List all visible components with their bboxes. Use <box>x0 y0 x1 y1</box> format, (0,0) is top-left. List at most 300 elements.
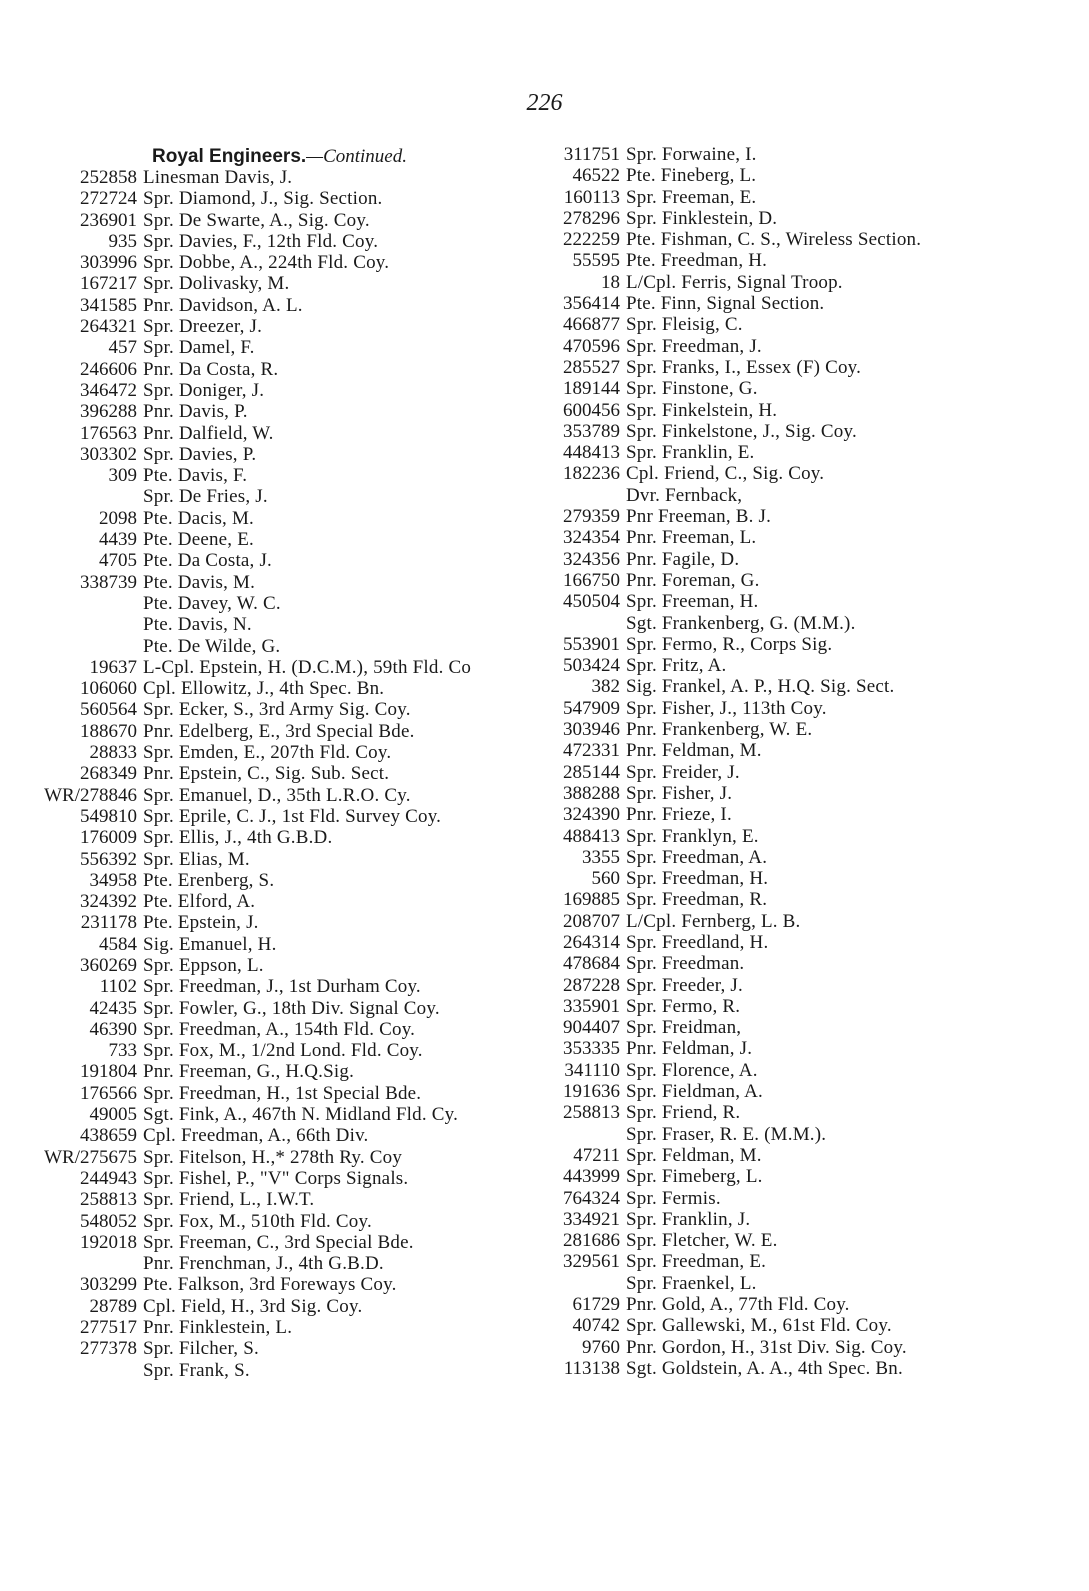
entry-text: Spr. Freedman, J. <box>626 335 762 357</box>
entry-text: Spr. Finkelstein, H. <box>626 399 778 421</box>
roll-entry <box>30 550 550 571</box>
service-number: 388288 <box>563 782 620 804</box>
roll-entry <box>30 273 550 294</box>
entry-text: Spr. Diamond, J., Sig. Section. <box>143 188 383 210</box>
roll-entry <box>30 1232 550 1253</box>
service-number: 258813 <box>80 1189 137 1211</box>
service-number: 191636 <box>563 1081 620 1103</box>
roll-entry <box>30 912 550 933</box>
roll-entry <box>522 378 1067 399</box>
entry-text: Pnr. Foreman, G. <box>626 569 760 591</box>
service-number: 466877 <box>563 314 620 336</box>
roll-entry <box>522 1294 1067 1315</box>
entry-text: Spr. Freedman, H., 1st Special Bde. <box>143 1082 422 1104</box>
service-number: 49005 <box>89 1104 137 1126</box>
roll-entry <box>522 975 1067 996</box>
entry-text: Spr. Dolivasky, M. <box>143 273 290 295</box>
roll-entry <box>30 1317 550 1338</box>
entry-text: Spr. Fox, M., 1/2nd Lond. Fld. Coy. <box>143 1040 423 1062</box>
entry-text: Spr. Davies, F., 12th Fld. Coy. <box>143 230 379 252</box>
entry-text: Pnr. Fagile, D. <box>626 548 740 570</box>
roll-entry <box>522 613 1067 634</box>
entry-text: Spr. Damel, F. <box>143 337 255 359</box>
roll-entry <box>522 506 1067 527</box>
entry-text: Spr. Franklin, E. <box>626 442 755 464</box>
entry-text: Spr. Dobbe, A., 224th Fld. Coy. <box>143 252 390 274</box>
roll-entry <box>30 1360 550 1381</box>
roll-entry <box>522 527 1067 548</box>
service-number: 346472 <box>80 379 137 401</box>
entry-text: Pte. De Wilde, G. <box>143 635 281 657</box>
entry-text: Spr. Finklestein, D. <box>626 207 778 229</box>
roll-entry <box>30 976 550 997</box>
roll-entry <box>30 465 550 486</box>
entry-text: Spr. Fleisig, C. <box>626 314 743 336</box>
roll-entry <box>30 699 550 720</box>
entry-text: Spr. Florence, A. <box>626 1059 758 1081</box>
service-number: 335901 <box>563 995 620 1017</box>
roll-entry <box>522 762 1067 783</box>
roll-entry <box>30 529 550 550</box>
roll-entry <box>30 295 550 316</box>
roll-entry <box>30 1274 550 1295</box>
roll-entry <box>522 1145 1067 1166</box>
service-number: 329561 <box>563 1251 620 1273</box>
service-number: 4705 <box>99 550 137 572</box>
service-number: 311751 <box>563 144 620 165</box>
roll-entry <box>522 144 1067 165</box>
service-number: 222259 <box>563 229 620 251</box>
entry-text: Spr. Freidman, <box>626 1017 742 1039</box>
service-number: 160113 <box>563 186 620 208</box>
entry-text: Spr. Friend, L., I.W.T. <box>143 1189 315 1211</box>
entry-text: Pte. Davis, N. <box>143 614 252 636</box>
service-number: 324392 <box>80 891 137 913</box>
entry-text: Pnr. Gold, A., 77th Fld. Coy. <box>626 1294 850 1316</box>
entry-text: Spr. Freeman, C., 3rd Special Bde. <box>143 1231 414 1253</box>
roll-entry <box>30 380 550 401</box>
roll-entry <box>522 463 1067 484</box>
entry-text: Spr. De Swarte, A., Sig. Coy. <box>143 209 370 231</box>
entry-text: Spr. Finkelstone, J., Sig. Coy. <box>626 420 857 442</box>
roll-entry <box>30 742 550 763</box>
service-number: 309 <box>108 465 137 487</box>
entry-text: Spr. Fisher, J. <box>626 782 733 804</box>
service-number: 55595 <box>572 250 620 272</box>
entry-text: L/Cpl. Fernberg, L. B. <box>626 910 801 932</box>
right-column <box>522 144 1067 1379</box>
roll-entry <box>522 1273 1067 1294</box>
service-number: 169885 <box>563 889 620 911</box>
roll-entry <box>522 1124 1067 1145</box>
roll-entry <box>30 614 550 635</box>
service-number: 191804 <box>80 1061 137 1083</box>
entry-text: Pte. Davis, F. <box>143 465 248 487</box>
service-number: 443999 <box>563 1166 620 1188</box>
service-number: 338739 <box>80 571 137 593</box>
roll-entry <box>30 1338 550 1359</box>
roll-entry <box>522 591 1067 612</box>
roll-entry <box>30 508 550 529</box>
service-number: 935 <box>108 230 137 252</box>
service-number: WR/275675 <box>44 1146 137 1168</box>
roll-entry <box>30 827 550 848</box>
service-number: 4584 <box>99 933 137 955</box>
entry-text: Spr. Fisher, J., 113th Coy. <box>626 697 827 719</box>
service-number: 503424 <box>563 655 620 677</box>
roll-entry <box>522 165 1067 186</box>
service-number: 2098 <box>99 507 137 529</box>
entry-text: Spr. Finstone, G. <box>626 378 758 400</box>
roll-entry <box>522 868 1067 889</box>
roll-entry <box>30 1189 550 1210</box>
entry-text: Spr. Fermo, R., Corps Sig. <box>626 633 833 655</box>
roll-entry <box>522 634 1067 655</box>
service-number: 42435 <box>89 997 137 1019</box>
service-number: 46522 <box>572 165 620 187</box>
roll-entry <box>522 485 1067 506</box>
entry-text: Spr. Fritz, A. <box>626 655 727 677</box>
entry-text: Spr. Franklin, J. <box>626 1208 751 1230</box>
entry-text: Sig. Emanuel, H. <box>143 933 277 955</box>
roll-entry <box>30 1040 550 1061</box>
entry-text: Spr. Freider, J. <box>626 761 740 783</box>
service-number: 176563 <box>80 422 137 444</box>
roll-entry <box>30 678 550 699</box>
roll-entry <box>30 1083 550 1104</box>
service-number: 553901 <box>563 633 620 655</box>
roll-entry <box>30 934 550 955</box>
entry-text: Pnr Freeman, B. J. <box>626 506 772 528</box>
roll-entry <box>522 421 1067 442</box>
entry-text: Pnr. Feldman, J. <box>626 1038 753 1060</box>
roll-entry <box>30 231 550 252</box>
service-number: 236901 <box>80 209 137 231</box>
roll-entry <box>30 657 550 678</box>
roll-entry <box>30 955 550 976</box>
roll-entry <box>30 593 550 614</box>
service-number: 341585 <box>80 294 137 316</box>
entry-text: Linesman Davis, J. <box>143 167 293 188</box>
entry-text: L/Cpl. Ferris, Signal Troop. <box>626 271 843 293</box>
service-number: 244943 <box>80 1167 137 1189</box>
service-number: 258813 <box>563 1102 620 1124</box>
roll-entry <box>522 932 1067 953</box>
service-number: 268349 <box>80 763 137 785</box>
roll-entry <box>30 359 550 380</box>
entry-text: Sgt. Goldstein, A. A., 4th Spec. Bn. <box>626 1357 903 1379</box>
entry-text: Spr. Fieldman, A. <box>626 1081 763 1103</box>
roll-entry <box>522 698 1067 719</box>
roll-entry <box>522 1017 1067 1038</box>
entry-text: Pnr. Davidson, A. L. <box>143 294 303 316</box>
entry-text: Pte. Deene, E. <box>143 529 254 551</box>
roll-entry <box>30 1211 550 1232</box>
roll-entry <box>522 187 1067 208</box>
service-number: 279359 <box>563 506 620 528</box>
roll-entry <box>30 1253 550 1274</box>
service-number: 560 <box>591 868 620 890</box>
entry-text: Spr. Ecker, S., 3rd Army Sig. Coy. <box>143 699 411 721</box>
service-number: 46390 <box>89 1018 137 1040</box>
left-column <box>30 167 550 1381</box>
entry-text: Spr. De Fries, J. <box>143 486 268 508</box>
section-title: Royal Engineers. <box>152 146 307 167</box>
service-number: 334921 <box>563 1208 620 1230</box>
roll-entry <box>30 486 550 507</box>
entry-text: Spr. Freeman, H. <box>626 591 759 613</box>
entry-text: Spr. Freedman, J., 1st Durham Coy. <box>143 976 421 998</box>
roll-entry <box>522 549 1067 570</box>
service-number: 34958 <box>89 869 137 891</box>
entry-text: Spr. Freeder, J. <box>626 974 743 996</box>
service-number: 47211 <box>573 1144 620 1166</box>
service-number: 182236 <box>563 463 620 485</box>
service-number: 192018 <box>80 1231 137 1253</box>
entry-text: Spr. Fitelson, H.,* 278th Ry. Coy <box>143 1146 403 1168</box>
roll-entry <box>30 210 550 231</box>
roll-entry <box>522 1081 1067 1102</box>
entry-text: Spr. Filcher, S. <box>143 1338 259 1360</box>
roll-entry <box>30 891 550 912</box>
roll-entry <box>522 826 1067 847</box>
roll-entry <box>522 570 1067 591</box>
service-number: 4439 <box>99 529 137 551</box>
entry-text: Pnr. Gordon, H., 31st Div. Sig. Coy. <box>626 1336 907 1358</box>
entry-text: Spr. Franklyn, E. <box>626 825 759 847</box>
service-number: 277378 <box>80 1338 137 1360</box>
entry-text: Pte. Da Costa, J. <box>143 550 273 572</box>
roll-entry <box>522 996 1067 1017</box>
service-number: 478684 <box>563 953 620 975</box>
roll-entry <box>522 740 1067 761</box>
roll-entry <box>30 1147 550 1168</box>
entry-text: Spr. Fishel, P., "V" Corps Signals. <box>143 1167 409 1189</box>
roll-entry <box>30 401 550 422</box>
entry-text: Spr. Freeman, E. <box>626 186 757 208</box>
roll-entry <box>522 272 1067 293</box>
entry-text: Cpl. Friend, C., Sig. Coy. <box>626 463 825 485</box>
entry-text: Spr. Freedman, R. <box>626 889 768 911</box>
roll-entry <box>30 1019 550 1040</box>
roll-entry <box>30 870 550 891</box>
roll-entry <box>522 1358 1067 1379</box>
service-number: 264321 <box>80 316 137 338</box>
service-number: 166750 <box>563 569 620 591</box>
roll-entry <box>30 1104 550 1125</box>
service-number: 547909 <box>563 697 620 719</box>
entry-text: Pnr. Finklestein, L. <box>143 1317 293 1339</box>
service-number: 40742 <box>572 1315 620 1337</box>
service-number: 303299 <box>80 1274 137 1296</box>
service-number: 556392 <box>80 848 137 870</box>
roll-entry <box>522 1315 1067 1336</box>
service-number: 167217 <box>80 273 137 295</box>
service-number: 353335 <box>563 1038 620 1060</box>
entry-text: Spr. Eppson, L. <box>143 954 264 976</box>
service-number: 106060 <box>80 678 137 700</box>
roll-entry <box>522 293 1067 314</box>
roll-entry <box>30 572 550 593</box>
entry-text: Spr. Fimeberg, L. <box>626 1166 763 1188</box>
service-number: 285527 <box>563 356 620 378</box>
entry-text: Pte. Fineberg, L. <box>626 165 757 187</box>
entry-text: Spr. Friend, R. <box>626 1102 741 1124</box>
service-number: 3355 <box>582 846 620 868</box>
roll-entry <box>522 847 1067 868</box>
entry-text: Spr. Dreezer, J. <box>143 316 263 338</box>
service-number: 548052 <box>80 1210 137 1232</box>
roll-entry <box>30 763 550 784</box>
service-number: 396288 <box>80 401 137 423</box>
entry-text: Spr. Fermo, R. <box>626 995 741 1017</box>
roll-entry <box>522 336 1067 357</box>
entry-text: Spr. Freedman, A. <box>626 846 768 868</box>
service-number: 281686 <box>563 1230 620 1252</box>
page-number: 226 <box>526 90 563 116</box>
roll-entry <box>522 229 1067 250</box>
entry-text: Spr. Freedman, A., 154th Fld. Coy. <box>143 1018 416 1040</box>
entry-text: Spr. Frank, S. <box>143 1359 250 1381</box>
entry-text: Pte. Finn, Signal Section. <box>626 293 825 315</box>
entry-text: Spr. Franks, I., Essex (F) Coy. <box>626 356 862 378</box>
service-number: 208707 <box>563 910 620 932</box>
service-number: 18 <box>601 271 620 293</box>
entry-text: Cpl. Field, H., 3rd Sig. Coy. <box>143 1295 363 1317</box>
service-number: 733 <box>108 1040 137 1062</box>
entry-text: Pte. Epstein, J. <box>143 912 259 934</box>
roll-entry <box>522 889 1067 910</box>
entry-text: Pnr. Epstein, C., Sig. Sub. Sect. <box>143 763 390 785</box>
service-number: 457 <box>108 337 137 359</box>
service-number: 488413 <box>563 825 620 847</box>
service-number: 278296 <box>563 207 620 229</box>
service-number: 450504 <box>563 591 620 613</box>
service-number: 303302 <box>80 443 137 465</box>
service-number: 324390 <box>563 804 620 826</box>
service-number: 264314 <box>563 931 620 953</box>
roll-entry <box>522 911 1067 932</box>
service-number: 252858 <box>80 167 137 188</box>
service-number: 353789 <box>563 420 620 442</box>
entry-text: Cpl. Ellowitz, J., 4th Spec. Bn. <box>143 678 385 700</box>
entry-text: Pnr. Freeman, G., H.Q.Sig. <box>143 1061 355 1083</box>
roll-entry <box>522 442 1067 463</box>
entry-text: Pte. Fishman, C. S., Wireless Section. <box>626 229 922 251</box>
service-number: 764324 <box>563 1187 620 1209</box>
roll-entry <box>522 676 1067 697</box>
service-number: 303996 <box>80 252 137 274</box>
entry-text: Spr. Freedman, E. <box>626 1251 767 1273</box>
entry-text: Spr. Freedland, H. <box>626 931 769 953</box>
roll-entry <box>522 1209 1067 1230</box>
entry-text: Spr. Forwaine, I. <box>626 144 757 165</box>
entry-text: Pte. Davey, W. C. <box>143 592 281 614</box>
entry-text: Pnr. Edelberg, E., 3rd Special Bde. <box>143 720 415 742</box>
entry-text: Pnr. Feldman, M. <box>626 740 762 762</box>
service-number: 341110 <box>564 1059 620 1081</box>
roll-entry <box>522 1337 1067 1358</box>
roll-entry <box>30 721 550 742</box>
roll-entry <box>522 1230 1067 1251</box>
service-number: 246606 <box>80 358 137 380</box>
roll-entry <box>522 1188 1067 1209</box>
roll-entry <box>30 849 550 870</box>
roll-entry <box>522 804 1067 825</box>
roll-entry <box>522 208 1067 229</box>
entry-text: Spr. Eprile, C. J., 1st Fld. Survey Coy. <box>143 805 442 827</box>
entry-text: Spr. Gallewski, M., 61st Fld. Coy. <box>626 1315 892 1337</box>
service-number: 360269 <box>80 954 137 976</box>
entry-text: Dvr. Fernback, <box>626 484 743 506</box>
entry-text: Spr. Fox, M., 510th Fld. Coy. <box>143 1210 372 1232</box>
entry-text: Spr. Fermis. <box>626 1187 721 1209</box>
roll-entry <box>30 252 550 273</box>
service-number: 176009 <box>80 827 137 849</box>
service-number: 324354 <box>563 527 620 549</box>
roll-entry <box>30 316 550 337</box>
service-number: 1102 <box>99 976 137 998</box>
entry-text: Pnr. Freeman, L. <box>626 527 757 549</box>
entry-text: Pnr. Frenchman, J., 4th G.B.D. <box>143 1253 384 1275</box>
entry-text: Pte. Dacis, M. <box>143 507 254 529</box>
service-number: 549810 <box>80 805 137 827</box>
entry-text: Sgt. Frankenberg, G. (M.M.). <box>626 612 856 634</box>
service-number: 438659 <box>80 1125 137 1147</box>
service-number: 61729 <box>572 1294 620 1316</box>
service-number: 231178 <box>80 912 137 934</box>
entry-text: Spr. Fraenkel, L. <box>626 1272 757 1294</box>
roll-entry <box>30 423 550 444</box>
service-number: WR/278846 <box>44 784 137 806</box>
service-number: 28789 <box>89 1295 137 1317</box>
roll-entry <box>522 400 1067 421</box>
roll-entry <box>30 337 550 358</box>
service-number: 600456 <box>563 399 620 421</box>
roll-entry <box>522 1102 1067 1123</box>
entry-text: Pte. Falkson, 3rd Foreways Coy. <box>143 1274 397 1296</box>
entry-text: Pte. Freedman, H. <box>626 250 768 272</box>
entry-text: Spr. Emanuel, D., 35th L.R.O. Cy. <box>143 784 411 806</box>
roll-entry <box>30 806 550 827</box>
roll-entry <box>522 357 1067 378</box>
roll-entry <box>30 785 550 806</box>
entry-text: Pnr. Dalfield, W. <box>143 422 274 444</box>
roll-entry <box>522 719 1067 740</box>
roll-entry <box>522 250 1067 271</box>
roll-entry <box>522 655 1067 676</box>
section-heading <box>152 146 407 168</box>
entry-text: Sgt. Fink, A., 467th N. Midland Fld. Cy. <box>143 1104 459 1126</box>
entry-text: Spr. Ellis, J., 4th G.B.D. <box>143 827 333 849</box>
service-number: 470596 <box>563 335 620 357</box>
roll-entry <box>522 953 1067 974</box>
service-number: 356414 <box>563 293 620 315</box>
service-number: 382 <box>591 676 620 698</box>
service-number: 28833 <box>89 742 137 764</box>
entry-text: Pte. Davis, M. <box>143 571 256 593</box>
roll-entry <box>522 1038 1067 1059</box>
service-number: 472331 <box>563 740 620 762</box>
service-number: 277517 <box>80 1317 137 1339</box>
entry-text: Sig. Frankel, A. P., H.Q. Sig. Sect. <box>626 676 895 698</box>
entry-text: Spr. Fraser, R. E. (M.M.). <box>626 1123 827 1145</box>
roll-entry <box>30 188 550 209</box>
service-number: 272724 <box>80 188 137 210</box>
service-number: 113138 <box>563 1357 620 1379</box>
roll-entry <box>30 1168 550 1189</box>
roll-entry <box>30 167 550 188</box>
